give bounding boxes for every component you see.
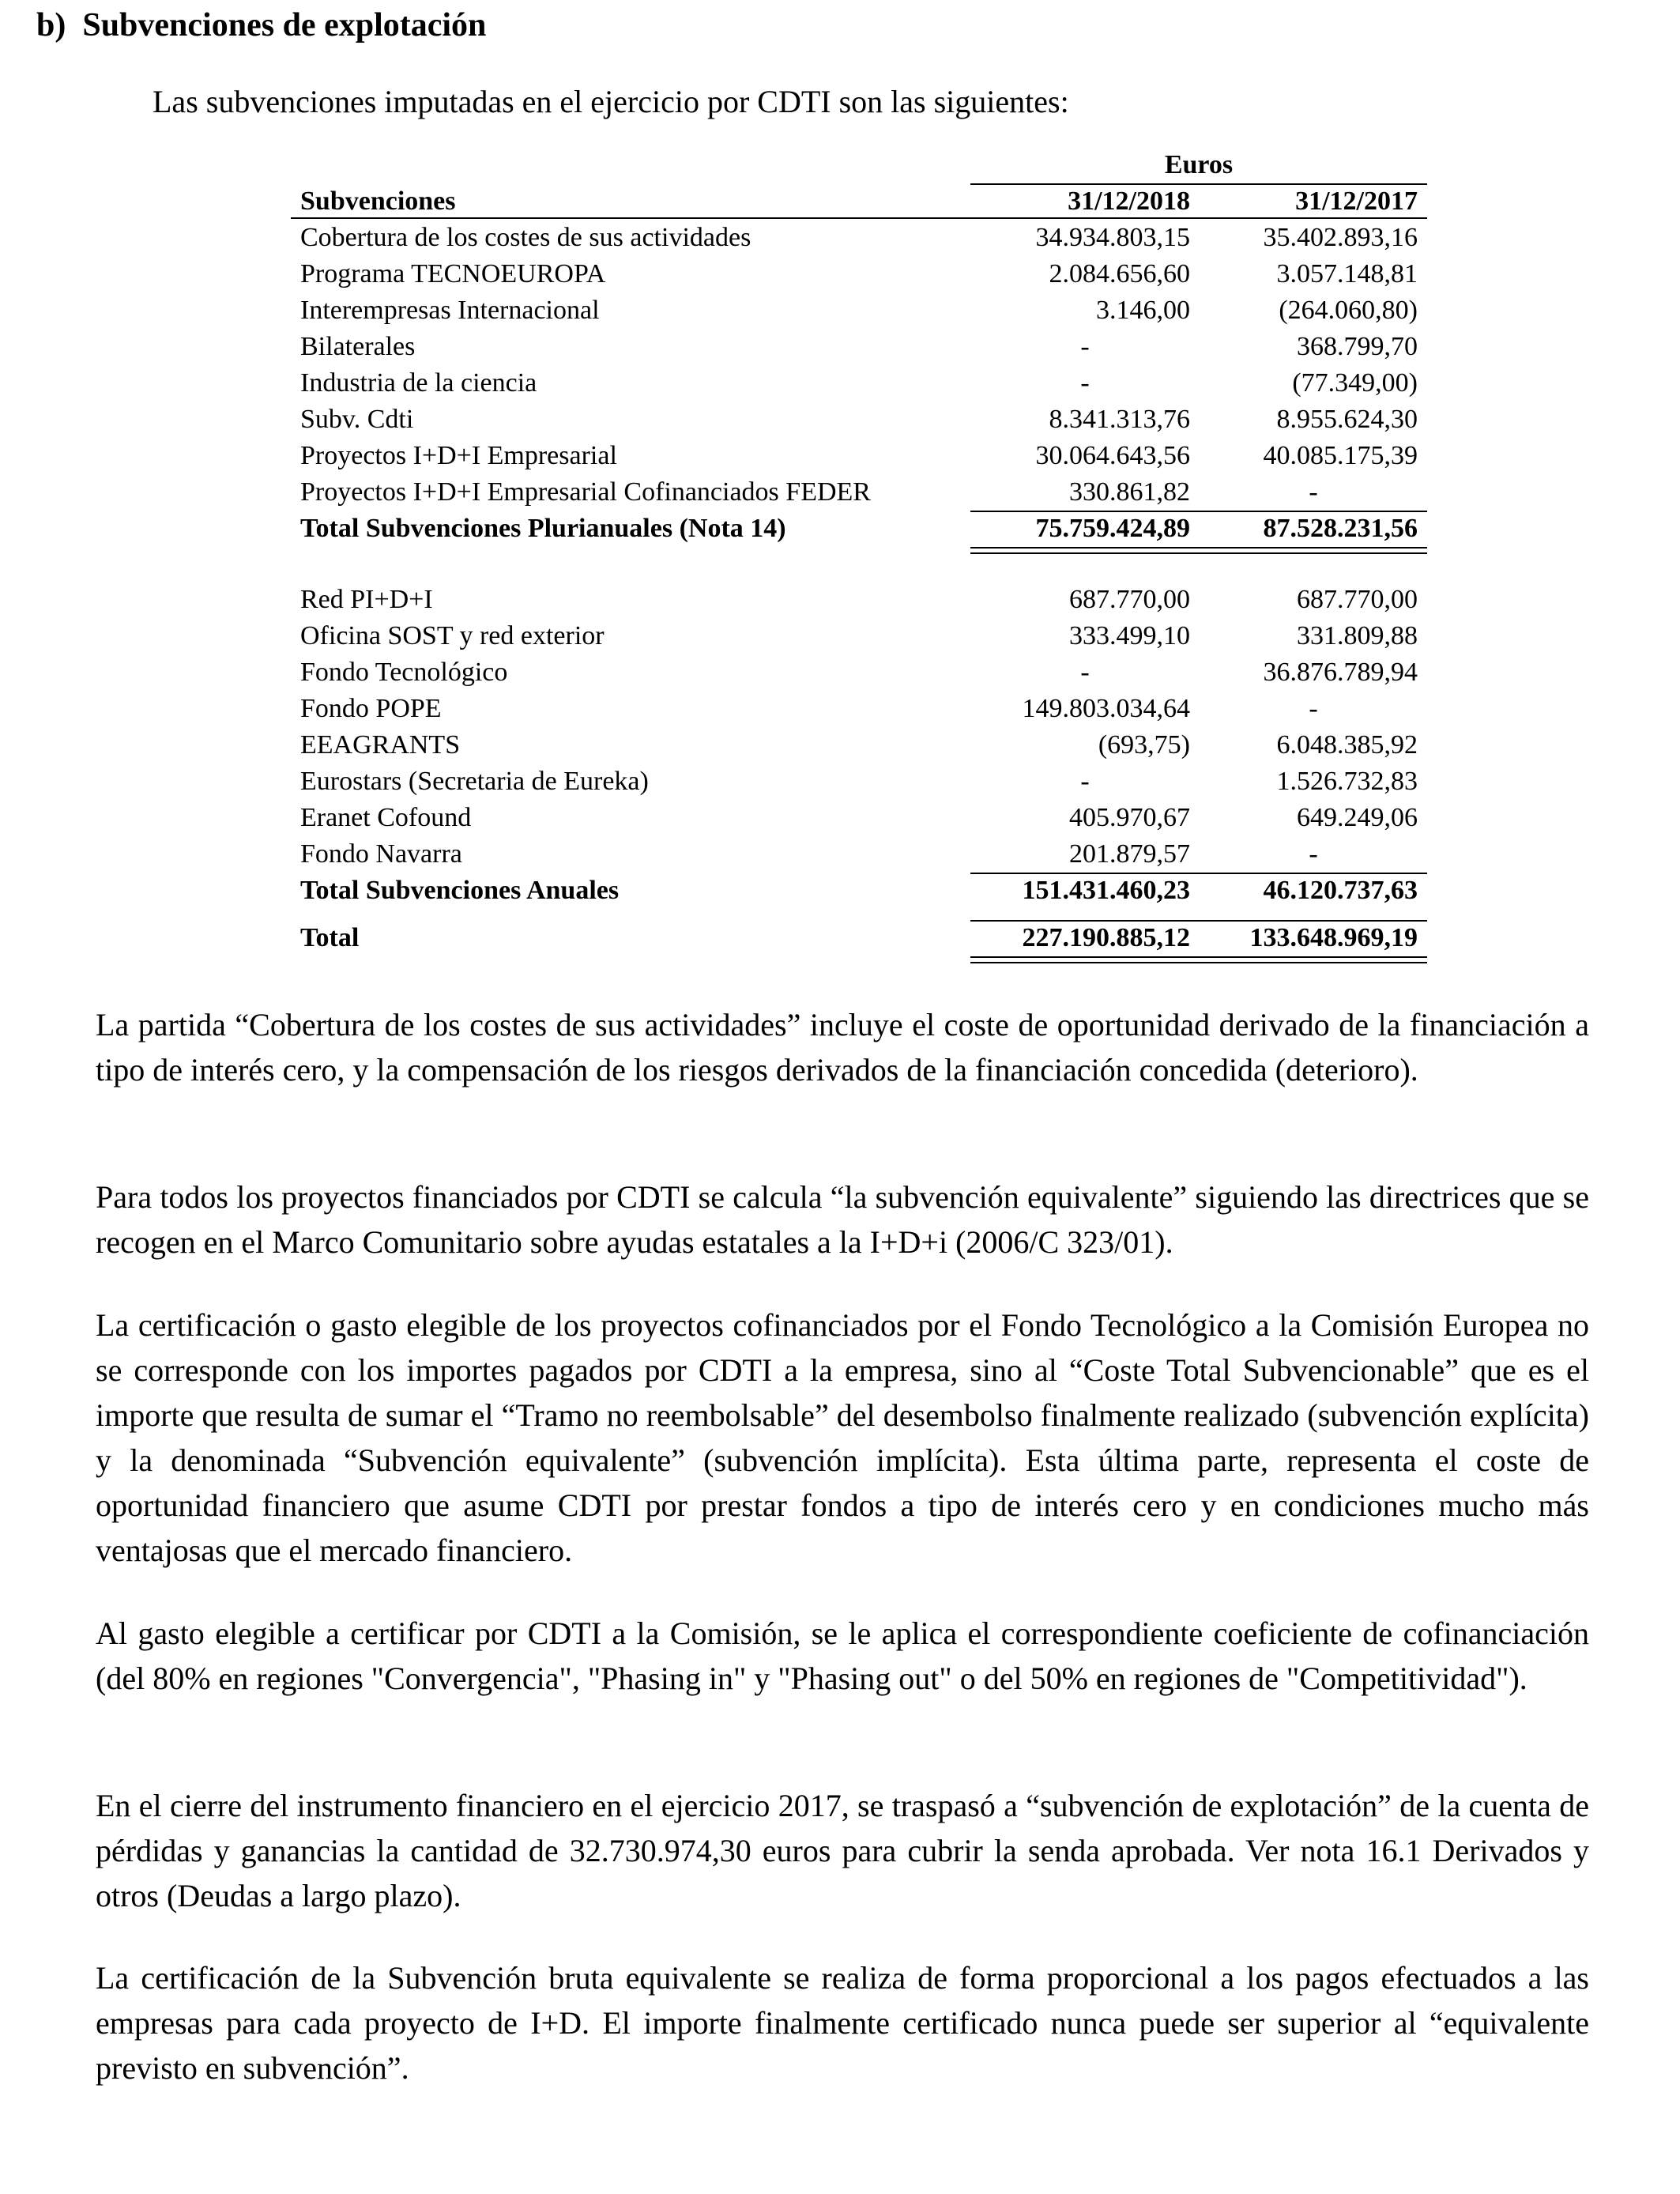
row-label: Oficina SOST y red exterior xyxy=(300,621,605,650)
value-2017: 368.799,70 xyxy=(1297,332,1418,361)
value-dash: - xyxy=(1309,694,1318,723)
value-dash: - xyxy=(1080,767,1090,796)
table-row xyxy=(291,727,1418,763)
value-2017: 3.057.148,81 xyxy=(1276,259,1418,288)
subtotal-rule-top xyxy=(970,511,1427,512)
row-label: Proyectos I+D+I Empresarial Cofinanciados FEDER xyxy=(300,477,871,507)
row-label: Red PI+D+I xyxy=(300,585,433,614)
value-dash: - xyxy=(1309,477,1318,507)
row-label: Fondo Tecnológico xyxy=(300,658,508,687)
value-2018: 201.879,57 xyxy=(1069,839,1190,869)
value-2017: 687.770,00 xyxy=(1297,585,1418,614)
value-2018: 75.759.424,89 xyxy=(1035,514,1190,543)
paragraph-5: En el cierre del instrumento financiero en el ejercicio 2017, se traspasó a “subvención de explotación” de la cuenta de pérdidas y ganancias la cantidad de 32.730.974,30 euros para cubrir la senda aprobada. Ver nota 16.1 Derivados y otros (Deudas a largo plazo). xyxy=(96,1788,1589,1913)
value-2017: 36.876.789,94 xyxy=(1263,658,1418,687)
table-row xyxy=(291,256,1418,292)
row-label: Fondo Navarra xyxy=(300,839,462,869)
row-label: Interempresas Internacional xyxy=(300,296,600,325)
value-2018: 34.934.803,15 xyxy=(1035,223,1190,252)
table-row xyxy=(291,618,1418,654)
col-header-2018: 31/12/2018 xyxy=(1068,187,1190,216)
row-label: Programa TECNOEUROPA xyxy=(300,259,606,288)
total-anuales-row xyxy=(291,873,1418,909)
grand-total-row xyxy=(291,920,1418,956)
value-2017: 35.402.893,16 xyxy=(1263,223,1418,252)
total-rule-double-2 xyxy=(970,552,1427,554)
section-heading: b) Subvenciones de explotación xyxy=(36,7,487,43)
header-rule-top xyxy=(970,183,1427,185)
total-plurianuales-row xyxy=(291,511,1418,547)
value-2018: 8.341.313,76 xyxy=(1049,405,1190,434)
table-unit-row xyxy=(291,147,1397,183)
unit-header: Euros xyxy=(1164,150,1234,179)
total-rule-double-1 xyxy=(970,547,1427,548)
value-2018: 330.861,82 xyxy=(1069,477,1190,507)
value-2018: 2.084.656,60 xyxy=(1049,259,1190,288)
value-2017: 133.648.969,19 xyxy=(1249,923,1418,952)
value-2018: 151.431.460,23 xyxy=(1022,876,1190,905)
table-row xyxy=(291,654,1418,691)
table-row xyxy=(291,691,1397,727)
value-2017: (264.060,80) xyxy=(1279,296,1418,325)
value-2017: 40.085.175,39 xyxy=(1263,441,1418,470)
table-row xyxy=(291,763,1418,800)
value-2017: 8.955.624,30 xyxy=(1276,405,1418,434)
value-2017: (77.349,00) xyxy=(1292,368,1418,398)
value-2018: 227.190.885,12 xyxy=(1022,923,1190,952)
grand-total-double-1 xyxy=(970,956,1427,958)
table-row xyxy=(291,220,1418,256)
col-header-2017: 31/12/2017 xyxy=(1295,187,1418,216)
row-label: Bilaterales xyxy=(300,332,416,361)
value-2017: 87.528.231,56 xyxy=(1263,514,1418,543)
table-row xyxy=(291,329,1418,365)
row-label: Proyectos I+D+I Empresarial xyxy=(300,441,617,470)
table-row xyxy=(291,365,1418,401)
value-2017: 6.048.385,92 xyxy=(1276,730,1418,760)
row-label: Total Subvenciones Plurianuales (Nota 14) xyxy=(300,514,786,543)
row-label: Subv. Cdti xyxy=(300,405,414,434)
header-rule-bottom xyxy=(291,217,1427,219)
grand-total-rule-top xyxy=(970,920,1427,922)
row-label: Industria de la ciencia xyxy=(300,368,537,398)
value-2018: (693,75) xyxy=(1098,730,1190,760)
value-2017: 331.809,88 xyxy=(1297,621,1418,650)
row-label: Eranet Cofound xyxy=(300,803,472,832)
row-label: Cobertura de los costes de sus actividades xyxy=(300,223,751,252)
value-dash: - xyxy=(1080,368,1090,398)
value-dash: - xyxy=(1080,332,1090,361)
row-label: Eurostars (Secretaria de Eureka) xyxy=(300,767,649,796)
subtotal-anual-rule-top xyxy=(970,873,1427,874)
paragraph-4: Al gasto elegible a certificar por CDTI a la Comisión, se le aplica el correspondiente coeficiente de cofinanciación (del 80% en regiones "Convergencia", "Phasing in" y "Phasing out" o del 50% en regiones de "Competitividad"). xyxy=(96,1615,1589,1696)
value-2017: 1.526.732,83 xyxy=(1276,767,1418,796)
value-2018: 149.803.034,64 xyxy=(1022,694,1190,723)
value-dash: - xyxy=(1080,658,1090,687)
value-2017: 46.120.737,63 xyxy=(1263,876,1418,905)
row-label: Total Subvenciones Anuales xyxy=(300,876,620,905)
table-row xyxy=(291,836,1397,873)
table-row xyxy=(291,438,1418,474)
value-2018: 30.064.643,56 xyxy=(1035,441,1190,470)
value-2018: 3.146,00 xyxy=(1096,296,1190,325)
value-2018: 333.499,10 xyxy=(1069,621,1190,650)
value-2018: 687.770,00 xyxy=(1069,585,1190,614)
intro-text: Las subvenciones imputadas en el ejercicio por CDTI son las siguientes: xyxy=(153,84,1069,119)
value-2018: 405.970,67 xyxy=(1069,803,1190,832)
table-row xyxy=(291,582,1418,618)
paragraph-1: La partida “Cobertura de los costes de sus actividades” incluye el coste de oportunidad derivado de la financiación a tipo de interés cero, y la compensación de los riesgos derivados de la financiación concedida (deterioro). xyxy=(96,1007,1589,1088)
table-row xyxy=(291,401,1418,438)
table-row xyxy=(291,474,1397,511)
grand-total-double-2 xyxy=(970,962,1427,963)
table-row xyxy=(291,800,1418,836)
col-header-label: Subvenciones xyxy=(300,187,456,216)
table-header-row xyxy=(291,183,1418,220)
subvenciones-table xyxy=(291,147,1418,956)
paragraph-6: La certificación de la Subvención bruta equivalente se realiza de forma proporcional a los pagos efectuados a las empresas para cada proyecto de I+D. El importe finalmente certificado nunca puede ser superior al “equivalente previsto en subvención”. xyxy=(96,1960,1589,2086)
value-dash: - xyxy=(1309,839,1318,869)
row-label: EEAGRANTS xyxy=(300,730,461,760)
row-label: Total xyxy=(300,923,360,952)
table-row xyxy=(291,292,1418,329)
value-2017: 649.249,06 xyxy=(1297,803,1418,832)
paragraph-2: Para todos los proyectos financiados por CDTI se calcula “la subvención equivalente” siguiendo las directrices que se recogen en el Marco Comunitario sobre ayudas estatales a la I+D+i (2006/C 323/01). xyxy=(96,1179,1589,1260)
row-label: Fondo POPE xyxy=(300,694,442,723)
paragraph-3: La certificación o gasto elegible de los proyectos cofinanciados por el Fondo Tecnológico a la Comisión Europea no se corresponde con los importes pagados por CDTI a la empresa, sino al “Coste Total Subvencionable” que es el importe que resulta de sumar el “Tramo no reembolsable” del desembolso finalmente realizado (subvención explícita) y la denominada “Subvención equivalente” (subvención implícita). Esta última parte, representa el coste de oportunidad financiero que asume CDTI por prestar fondos a tipo de interés cero y en condiciones mucho más ventajosas que el mercado financiero. xyxy=(96,1307,1589,1568)
